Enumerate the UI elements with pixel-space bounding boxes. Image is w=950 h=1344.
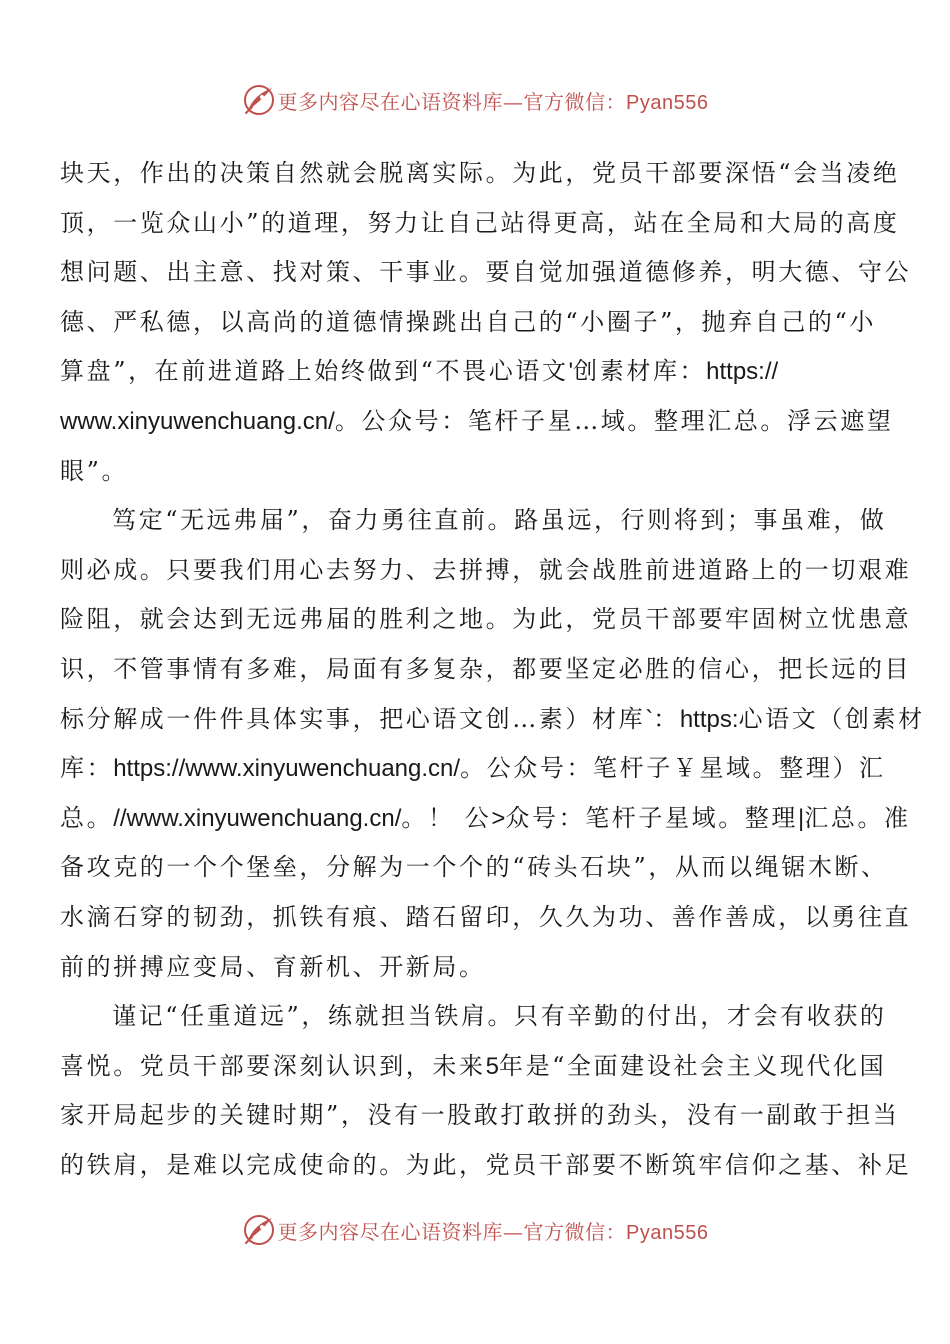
header-banner-slogan: 更多内容尽在心语资料库—官方微信： xyxy=(277,89,627,114)
header-banner-text xyxy=(278,86,709,115)
body-line: 则必成。只要我们用心去努力、去拼搏，就会战胜前进道路上的一切艰难 xyxy=(60,555,912,584)
body-line: 标分解成一件件具体实事，把心语文创…素）材库`：https:心语文（创素材 xyxy=(60,704,925,733)
body-line: 识，不管事情有多难，局面有多复杂，都要坚定必胜的信心，把长远的目 xyxy=(60,654,912,683)
body-line: 的铁肩，是难以完成使命的。为此，党员干部要不断筑牢信仰之基、补足 xyxy=(60,1150,912,1179)
body-line: 块天，作出的决策自然就会脱离实际。为此，党员干部要深悟“会当凌绝 xyxy=(60,159,900,187)
body-line: 水滴石穿的韧劲，抓铁有痕、踏石留印，久久为功、善作善成，以勇往直 xyxy=(60,902,912,931)
body-line: 德、严私德，以高尚的道德情操跳出自己的“小圈子”，抛弃自己的“小 xyxy=(60,307,877,336)
footer-banner-slogan: 更多内容尽在心语资料库—官方微信： xyxy=(277,1219,627,1244)
header-wechat-id: Pyan556 xyxy=(626,91,709,114)
footer-wechat-id: Pyan556 xyxy=(626,1221,709,1244)
document-body xyxy=(60,149,925,1190)
body-line: 总。//www.xinyuwenchuang.cn/。！ 公>众号：笔杆子星域。整理|汇总。准 xyxy=(60,803,911,832)
pen-nib-logo-icon xyxy=(242,1213,276,1247)
footer-banner-text xyxy=(278,1216,709,1245)
body-line: www.xinyuwenchuang.cn/。公众号：笔杆子星…域。整理汇总。浮云遮望 xyxy=(60,406,894,435)
body-line: 库：https://www.xinyuwenchuang.cn/。公众号：笔杆子￥星域。整理）汇 xyxy=(60,754,886,783)
body-line: 家开局起步的关键时期”，没有一股敢打敢拼的劲头，没有一副敢于担当 xyxy=(60,1101,900,1130)
body-line: 喜悦。党员干部要深刻认识到，未来5年是“全面建设社会主义现代化国 xyxy=(60,1051,887,1080)
body-line: 想问题、出主意、找对策、干事业。要自觉加强道德修养，明大德、守公 xyxy=(60,258,912,287)
body-line: 眼”。 xyxy=(60,456,129,485)
header-banner xyxy=(0,80,950,120)
pen-nib-logo-icon xyxy=(242,83,276,117)
body-line: 顶，一览众山小”的道理，努力让自己站得更高，站在全局和大局的高度 xyxy=(60,208,900,237)
body-line: 算盘”，在前进道路上始终做到“不畏心语文'创素材库：https:// xyxy=(60,357,779,386)
footer-banner xyxy=(0,1210,950,1250)
paragraph-first-line: 笃定“无远弗届”，奋力勇往直前。路虽远，行则将到；事虽难，做 xyxy=(112,506,887,535)
body-line: 险阻，就会达到无远弗届的胜利之地。为此，党员干部要牢固树立忧患意 xyxy=(60,605,912,634)
body-line: 前的拼搏应变局、育新机、开新局。 xyxy=(60,952,486,981)
paragraph-first-line: 谨记“任重道远”，练就担当铁肩。只有辛勤的付出，才会有收获的 xyxy=(112,1002,887,1031)
body-line: 备攻克的一个个堡垒，分解为一个个的“砖头石块”，从而以绳锯木断、 xyxy=(60,853,888,882)
